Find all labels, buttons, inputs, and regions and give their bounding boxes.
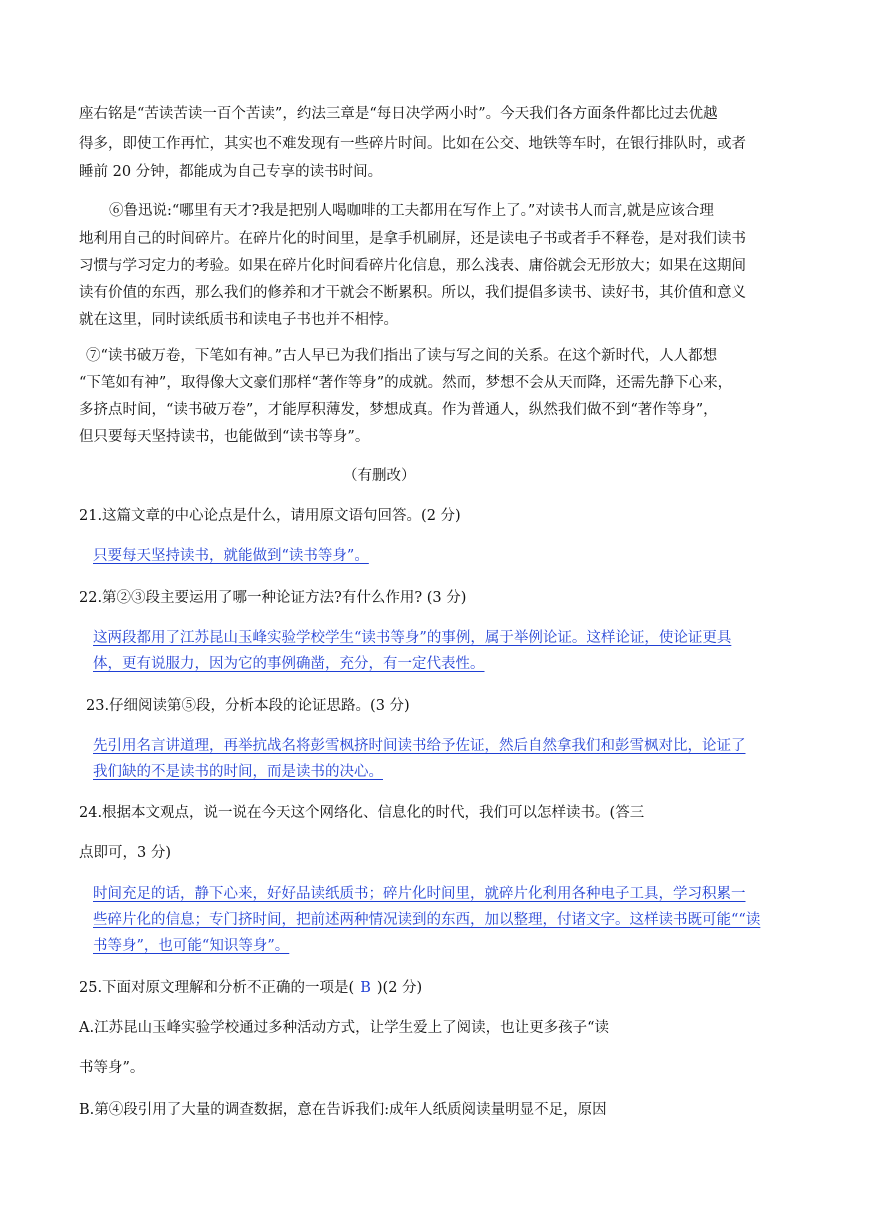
passage-line: 得多，即使工作再忙，其实也不难发现有一些碎片时间。比如在公交、地铁等车时，在银行排队时，或者: [79, 136, 746, 152]
answer-23-line: 先引用名言讲道理，再举抗战名将彭雪枫挤时间读书给予佐证，然后自然拿我们和彭雪枫对比，论证了: [93, 738, 746, 754]
answer-24-line: 书等身”，也可能“知识等身”。: [93, 938, 290, 954]
paragraph-6-line: 读有价值的东西，那么我们的修养和才干就会不断累积。所以，我们提倡多读书、读好书，其价值和意义: [79, 285, 746, 301]
answer-21: 只要每天坚持读书，就能做到“读书等身”。: [93, 548, 369, 564]
paragraph-6-line: 地利用自己的时间碎片。在碎片化的时间里，是拿手机刷屏，还是读电子书或者手不释卷，是对我们读书: [79, 231, 746, 247]
question-23: 23.仔细阅读第⑤段，分析本段的论证思路。(3 分): [86, 698, 410, 714]
paragraph-6-line: ⑥鲁迅说:“哪里有天才?我是把别人喝咖啡的工夫都用在写作上了。”对读书人而言,就是应该合理: [109, 203, 714, 219]
answer-22-line: 这两段都用了江苏昆山玉峰实验学校学生“读书等身”的事例，属于举例论证。这样论证，使论证更具: [93, 630, 732, 646]
question-25-text: 25.下面对原文理解和分析不正确的一项是(: [79, 980, 355, 996]
paragraph-6-line: 就在这里，同时读纸质书和读电子书也并不相悖。: [79, 312, 398, 328]
option-b-line: B.第④段引用了大量的调查数据，意在告诉我们:成年人纸质阅读量明显不足，原因: [79, 1102, 607, 1118]
answer-24-line: 些碎片化的信息；专门挤时间，把前述两种情况读到的东西，加以整理，付诸文字。这样读书既可能““读: [93, 912, 761, 928]
paragraph-7-line: ⑦“读书破万卷，下笔如有神。”古人早已为我们指出了读与写之间的关系。在这个新时代，人人都想: [86, 348, 718, 364]
option-a-line: A.江苏昆山玉峰实验学校通过多种活动方式，让学生爱上了阅读，也让更多孩子“读: [79, 1020, 609, 1036]
option-a-line: 书等身”。: [79, 1060, 145, 1076]
source-note: （有删改）: [343, 468, 416, 484]
answer-25: B: [360, 980, 371, 996]
answer-23-line: 我们缺的不是读书的时间，而是读书的决心。: [93, 764, 383, 780]
answer-24-line: 时间充足的话，静下心来，好好品读纸质书；碎片化时间里，就碎片化利用各种电子工具，学习积累一: [93, 886, 746, 902]
question-24-line: 点即可，3 分): [79, 845, 171, 861]
paragraph-7-line: “下笔如有神”，取得像大文豪们那样“著作等身”的成就。然而，梦想不会从天而降，还需先静下心来，: [79, 375, 733, 391]
question-22: 22.第②③段主要运用了哪一种论证方法?有什么作用? (3 分): [79, 590, 467, 606]
paragraph-6-line: 习惯与学习定力的考验。如果在碎片化时间看碎片化信息，那么浅表、庸俗就会无形放大；如果在这期间: [79, 258, 746, 274]
question-25-score: )(2 分): [376, 980, 423, 996]
paragraph-7-line: 但只要每天坚持读书，也能做到“读书等身”。: [79, 429, 370, 445]
paragraph-7-line: 多挤点时间，“读书破万卷”，才能厚积薄发，梦想成真。作为普通人，纵然我们做不到“著作等身”，: [79, 402, 718, 418]
passage-line: 睡前 20 分钟，都能成为自己专享的读书时间。: [79, 164, 383, 180]
passage-line: 座右铭是“苦读苦读一百个苦读”，约法三章是“每日决学两小时”。今天我们各方面条件都比过去优越: [79, 106, 718, 122]
question-21: 21.这篇文章的中心论点是什么，请用原文语句回答。(2 分): [79, 508, 461, 524]
question-25: [79, 978, 422, 998]
question-24-line: 24.根据本文观点，说一说在今天这个网络化、信息化的时代，我们可以怎样读书。(答三: [79, 805, 645, 821]
answer-22-line: 体，更有说服力，因为它的事例确凿，充分，有一定代表性。: [93, 656, 485, 672]
